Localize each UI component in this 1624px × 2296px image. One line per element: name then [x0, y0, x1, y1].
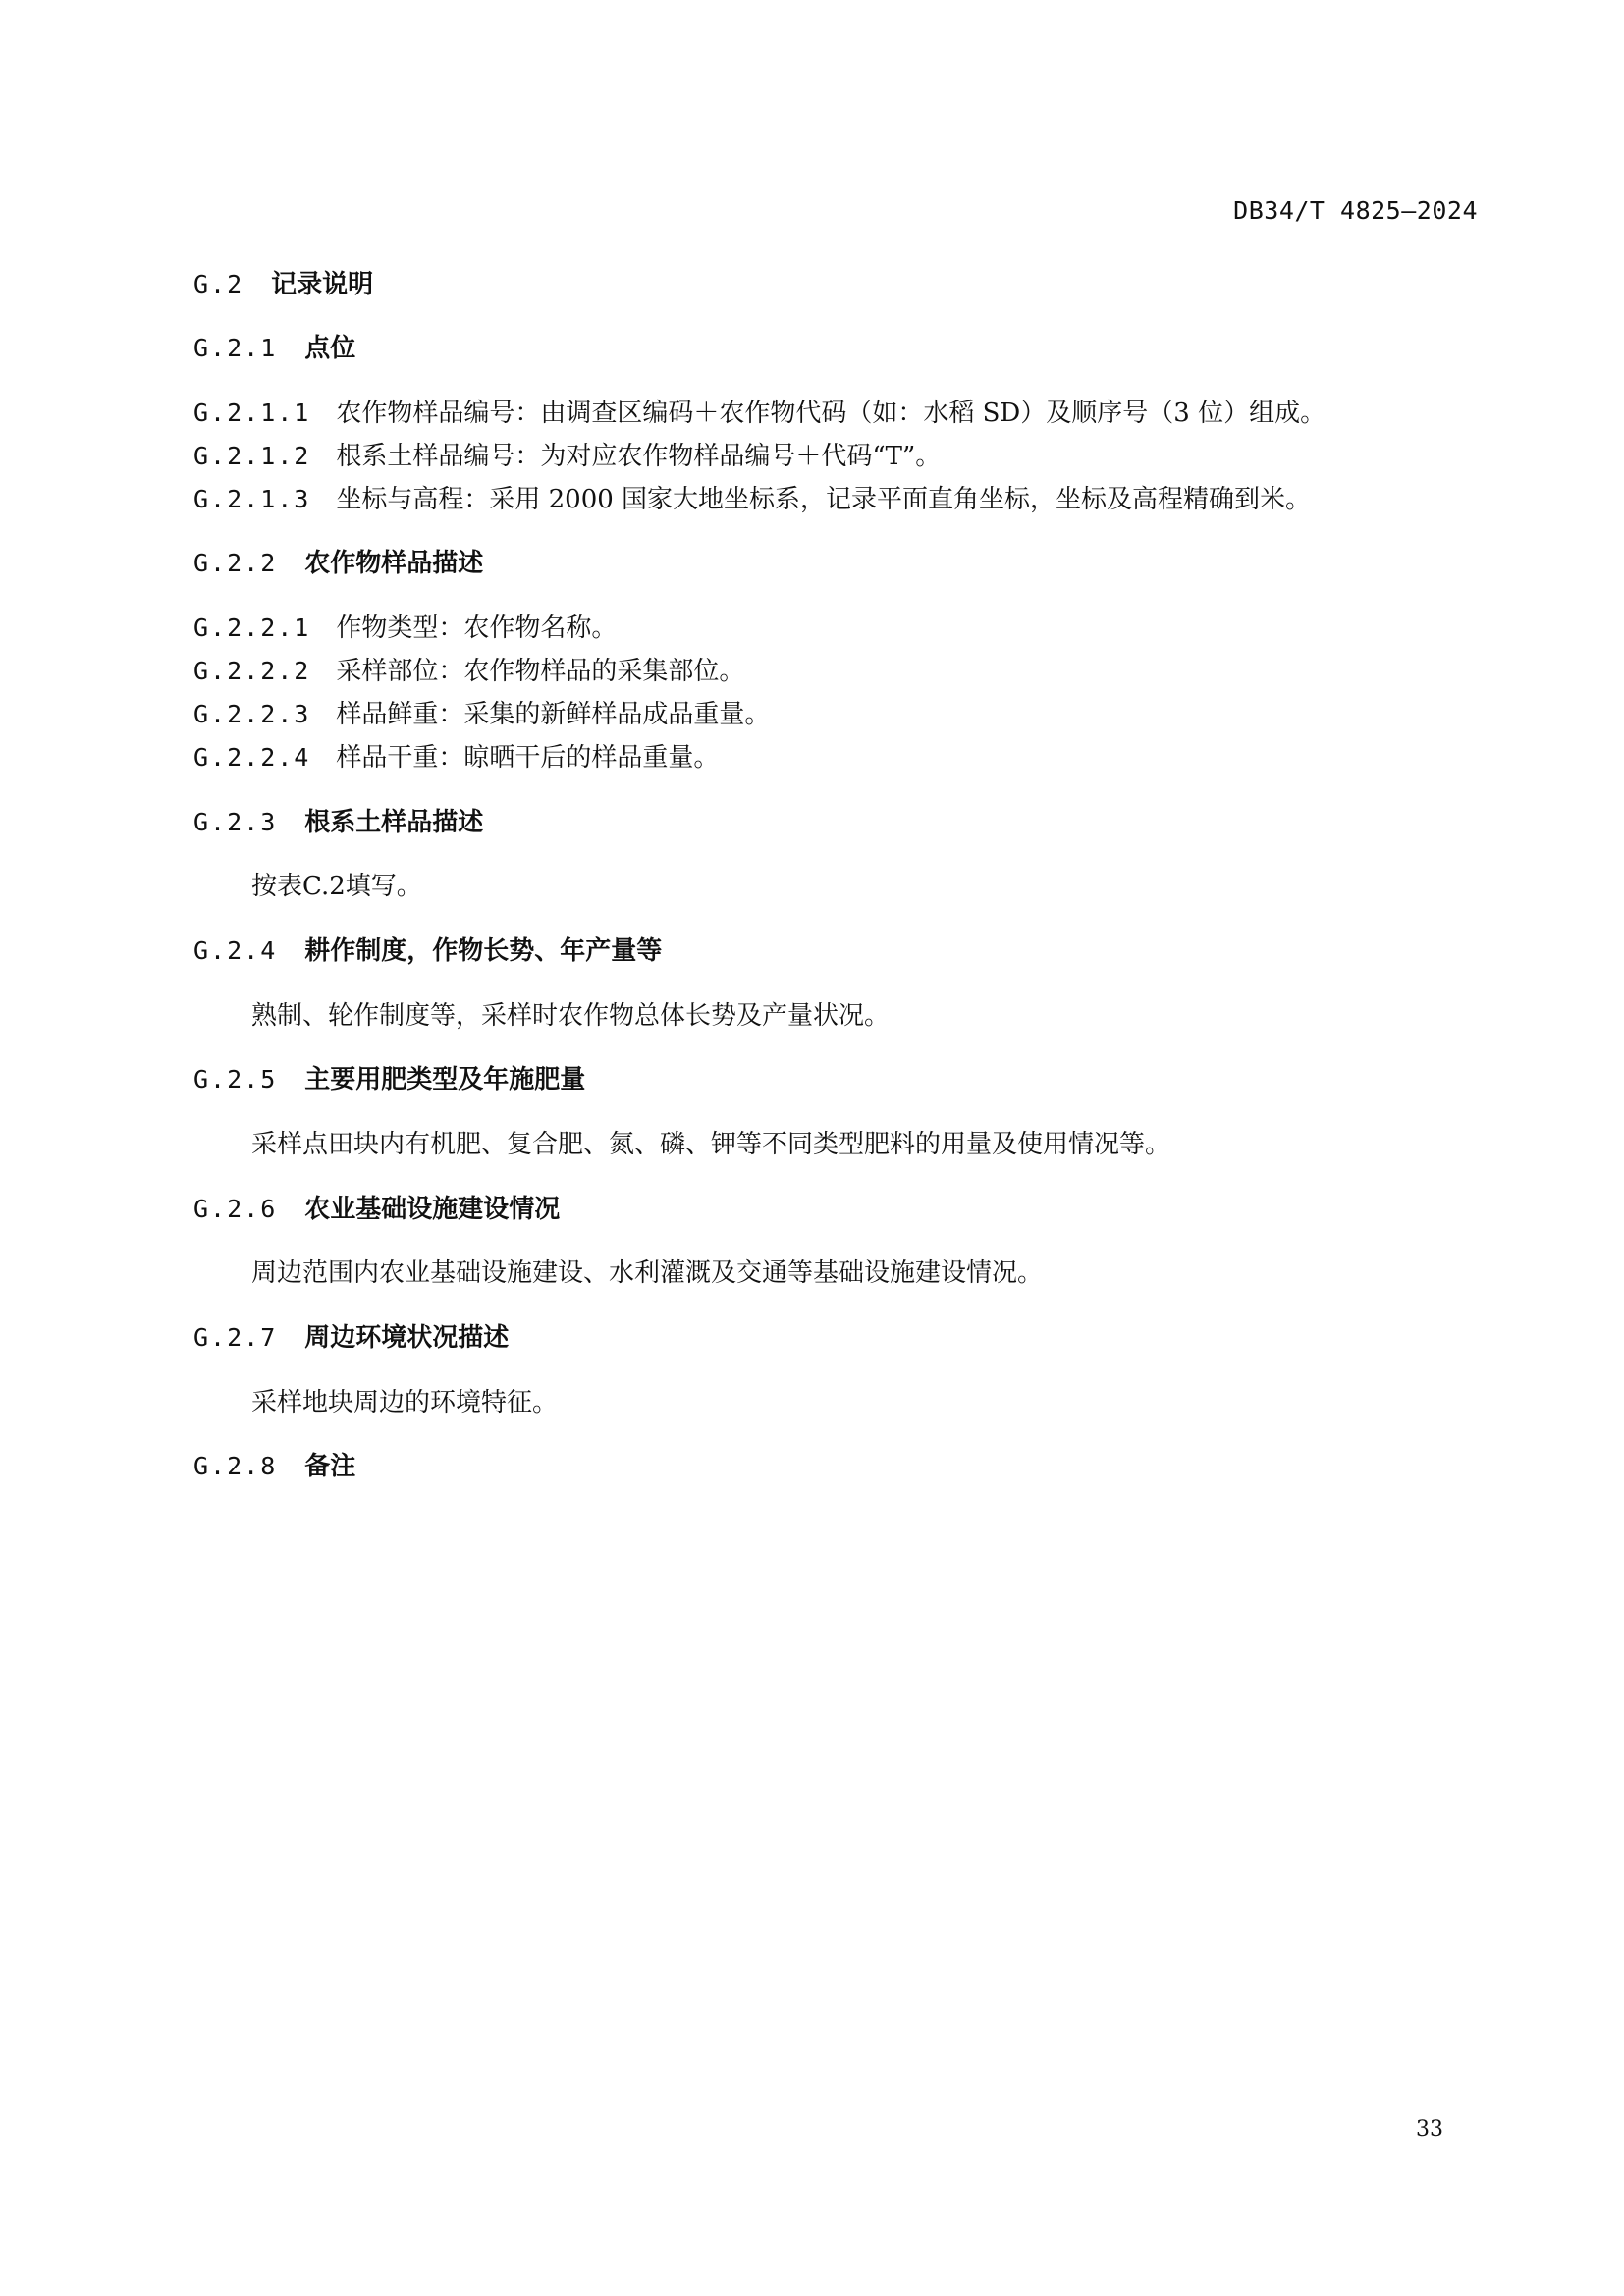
clause-g2-2-3 — [193, 699, 770, 730]
clause-text: 作物类型：农作物名称。 — [336, 614, 618, 643]
section-title: 记录说明 — [271, 270, 374, 299]
subsection-heading-g2-1 — [193, 333, 355, 364]
clause-g2-2-1 — [193, 613, 617, 644]
clause-g2-1-1 — [193, 398, 1326, 429]
clause-text: 样品鲜重：采集的新鲜样品成品重量。 — [336, 700, 771, 729]
subsection-number: G.2.5 — [193, 1065, 278, 1094]
clause-text: 样品干重：晾晒干后的样品重量。 — [336, 743, 720, 773]
paragraph-g2-3: 按表C.2填写。 — [251, 872, 422, 901]
clause-number: G.2.1.2 — [193, 442, 311, 470]
clause-number: G.2.2.4 — [193, 743, 311, 772]
subsection-title: 备注 — [304, 1452, 356, 1481]
subsection-title: 根系土样品描述 — [304, 808, 484, 837]
clause-g2-2-4 — [193, 742, 719, 774]
subsection-heading-g2-4 — [193, 935, 662, 967]
subsection-heading-g2-8 — [193, 1451, 355, 1482]
subsection-number: G.2.7 — [193, 1323, 278, 1352]
clause-text: 采样部位：农作物样品的采集部位。 — [336, 657, 745, 686]
subsection-title: 农业基础设施建设情况 — [304, 1195, 561, 1224]
document-code: DB34/T 4825—2024 — [1233, 196, 1478, 225]
subsection-number: G.2.1 — [193, 334, 278, 362]
clause-number: G.2.2.3 — [193, 700, 311, 728]
subsection-heading-g2-5 — [193, 1064, 585, 1095]
subsection-title: 周边环境状况描述 — [304, 1323, 510, 1353]
subsection-number: G.2.2 — [193, 549, 278, 577]
subsection-number: G.2.6 — [193, 1195, 278, 1223]
subsection-number: G.2.4 — [193, 936, 278, 965]
subsection-number: G.2.8 — [193, 1452, 278, 1480]
subsection-heading-g2-3 — [193, 807, 483, 838]
subsection-heading-g2-6 — [193, 1194, 560, 1225]
subsection-title: 农作物样品描述 — [304, 549, 484, 578]
clause-text: 坐标与高程：采用 2000 国家大地坐标系，记录平面直角坐标，坐标及高程精确到米。 — [336, 485, 1312, 514]
clause-number: G.2.2.1 — [193, 614, 311, 642]
subsection-heading-g2-7 — [193, 1322, 509, 1354]
paragraph-g2-4: 熟制、轮作制度等，采样时农作物总体长势及产量状况。 — [251, 1001, 891, 1031]
clause-g2-1-2 — [193, 441, 941, 472]
subsection-title: 耕作制度，作物长势、年产量等 — [304, 936, 663, 966]
section-heading-g2 — [193, 269, 373, 300]
section-number: G.2 — [193, 270, 244, 298]
clause-g2-1-3 — [193, 484, 1311, 515]
subsection-number: G.2.3 — [193, 808, 278, 836]
clause-text: 根系土样品编号：为对应农作物样品编号＋代码“T”。 — [336, 442, 942, 471]
clause-text: 农作物样品编号：由调查区编码＋农作物代码（如：水稻 SD）及顺序号（3 位）组成。 — [336, 399, 1326, 428]
paragraph-g2-7: 采样地块周边的环境特征。 — [251, 1388, 559, 1417]
subsection-title: 主要用肥类型及年施肥量 — [304, 1065, 586, 1095]
paragraph-g2-5: 采样点田块内有机肥、复合肥、氮、磷、钾等不同类型肥料的用量及使用情况等。 — [251, 1130, 1171, 1159]
clause-number: G.2.2.2 — [193, 657, 311, 685]
page-number: 33 — [1416, 2117, 1443, 2142]
subsection-heading-g2-2 — [193, 548, 483, 579]
clause-number: G.2.1.1 — [193, 399, 311, 427]
paragraph-g2-6: 周边范围内农业基础设施建设、水利灌溉及交通等基础设施建设情况。 — [251, 1258, 1044, 1288]
subsection-title: 点位 — [304, 334, 356, 363]
clause-g2-2-2 — [193, 656, 744, 687]
clause-number: G.2.1.3 — [193, 485, 311, 513]
